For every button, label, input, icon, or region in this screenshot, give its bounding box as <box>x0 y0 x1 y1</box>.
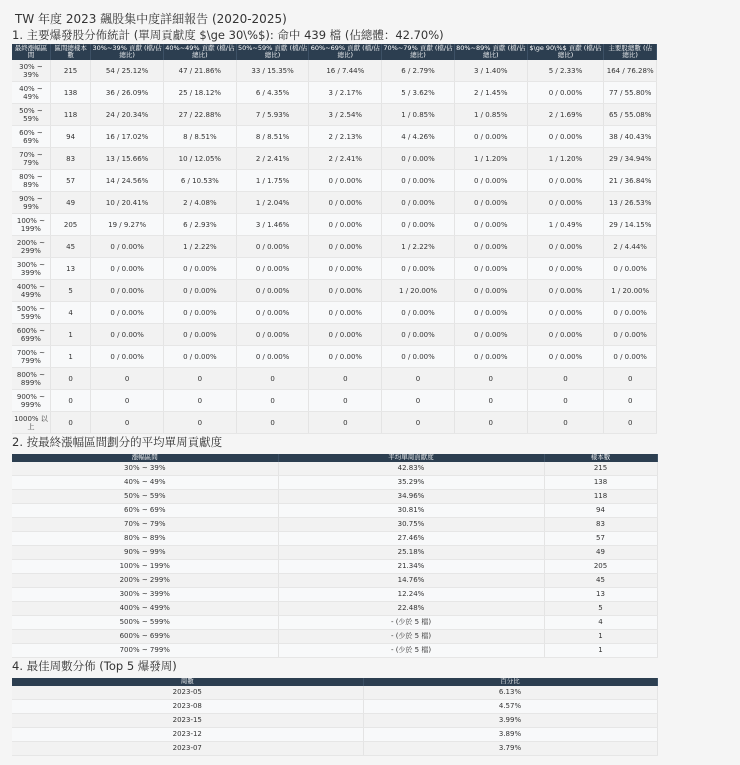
column-header: 30%~39% 貢獻 (檔/佔總比) <box>92 43 162 59</box>
table-cell: 1 / 20.00% <box>604 280 657 302</box>
table-cell: 500% ~ 599% <box>12 616 278 630</box>
table-cell: 0 / 0.00% <box>527 192 604 214</box>
table-cell: 205 <box>50 214 90 236</box>
table-cell: 0 <box>309 390 382 412</box>
table-row <box>12 490 657 504</box>
table-cell: 0 / 0.00% <box>604 324 657 346</box>
table-cell: 13 <box>544 588 657 602</box>
table-row <box>12 616 657 630</box>
table-cell: 6 / 4.35% <box>236 82 309 104</box>
table-cell: 0 <box>309 368 382 390</box>
table-cell: 21.34% <box>278 560 544 574</box>
table-row <box>12 82 657 104</box>
table-row <box>12 148 657 170</box>
table-cell: 5 / 3.62% <box>382 82 455 104</box>
table-cell: 83 <box>544 518 657 532</box>
table-cell: 0 / 0.00% <box>527 258 604 280</box>
table-row <box>12 126 657 148</box>
column-header: 40%~49% 貢獻 (檔/佔總比) <box>165 43 235 59</box>
report-title: TW 年度 2023 飆股集中度詳細報告 (2020-2025) <box>15 12 287 26</box>
table-cell: 10 / 12.05% <box>164 148 237 170</box>
table-header-row <box>12 678 657 686</box>
table-cell: 215 <box>544 462 657 476</box>
table-cell: 0 / 0.00% <box>236 258 309 280</box>
table-cell: 6 / 2.79% <box>382 60 455 82</box>
table-cell: 0 / 0.00% <box>527 170 604 192</box>
table-cell: 0 / 0.00% <box>527 236 604 258</box>
table-cell: 38 / 40.43% <box>604 126 657 148</box>
table-cell: 700% ~ 799% <box>12 644 278 658</box>
table-cell: 0 / 0.00% <box>527 280 604 302</box>
table-row <box>12 236 657 258</box>
table-cell: 0 <box>382 390 455 412</box>
table-cell: 42.83% <box>278 462 544 476</box>
table-cell: 0 / 0.00% <box>382 192 455 214</box>
table-cell: 100% ~ 199% <box>12 214 50 236</box>
table-cell: 0 <box>91 390 164 412</box>
section-4-title: 4. 最佳周數分佈 (Top 5 爆發周) <box>12 659 177 673</box>
table-cell: 0 <box>604 412 657 434</box>
table-cell: - (少於 5 檔) <box>278 616 544 630</box>
section-2-title: 2. 按最終漲幅區間劃分的平均單周貢獻度 <box>12 435 223 449</box>
table-row <box>12 280 657 302</box>
table-cell: 1 / 1.20% <box>527 148 604 170</box>
table-cell: 1 <box>544 644 657 658</box>
column-header: 50%~59% 貢獻 (檔/佔總比) <box>237 43 308 59</box>
table-row <box>12 368 657 390</box>
table-cell: 0 / 0.00% <box>164 280 237 302</box>
table-row <box>12 258 657 280</box>
table-cell: 40% ~ 49% <box>12 476 278 490</box>
table-cell: 24 / 20.34% <box>91 104 164 126</box>
table-cell: 3 / 2.54% <box>309 104 382 126</box>
table-cell: 300% ~ 399% <box>12 588 278 602</box>
table-cell: 0 <box>454 390 527 412</box>
table-cell: 0 / 0.00% <box>527 346 604 368</box>
table-cell: 12.24% <box>278 588 544 602</box>
table-cell: 0 <box>382 368 455 390</box>
table-row <box>12 546 657 560</box>
table-cell: 4 / 4.26% <box>382 126 455 148</box>
table-cell: 400% ~ 499% <box>12 280 50 302</box>
table-cell: 33 / 15.35% <box>236 60 309 82</box>
table-header-row <box>12 44 657 60</box>
table-cell: 0 / 0.00% <box>309 346 382 368</box>
table-cell: 0 / 0.00% <box>309 192 382 214</box>
table-cell: 1 <box>50 324 90 346</box>
table-cell: 164 / 76.28% <box>604 60 657 82</box>
table-row <box>12 302 657 324</box>
table-row <box>12 560 657 574</box>
table-cell: 0 / 0.00% <box>309 258 382 280</box>
table-cell: 2 / 1.45% <box>454 82 527 104</box>
table-cell: 1 / 20.00% <box>382 280 455 302</box>
table-cell: 2023-15 <box>12 714 363 728</box>
table-cell: 10 / 20.41% <box>91 192 164 214</box>
table-cell: 30.75% <box>278 518 544 532</box>
table-cell: 1 / 0.85% <box>454 104 527 126</box>
table-cell: 1000% 以上 <box>12 412 50 434</box>
table-cell: 3 / 1.46% <box>236 214 309 236</box>
table-cell: 0 / 0.00% <box>454 280 527 302</box>
table-cell: 3.89% <box>363 728 657 742</box>
table-cell: 0 / 0.00% <box>236 236 309 258</box>
table-cell: 200% ~ 299% <box>12 574 278 588</box>
table-cell: 700% ~ 799% <box>12 346 50 368</box>
table-cell: 1 <box>50 346 90 368</box>
column-header: 區間總樣本數 <box>50 44 90 60</box>
table-row <box>12 346 657 368</box>
table-cell: 0 <box>527 390 604 412</box>
table-cell: 0 <box>236 412 309 434</box>
table-cell: 0 / 0.00% <box>382 258 455 280</box>
table-row <box>12 588 657 602</box>
table-cell: 0 <box>527 368 604 390</box>
table-cell: 400% ~ 499% <box>12 602 278 616</box>
table-cell: 0 <box>164 390 237 412</box>
table-cell: 70% ~ 79% <box>12 518 278 532</box>
table-row <box>12 700 657 714</box>
column-header: 80%~89% 貢獻 (檔/佔總比) <box>456 43 526 59</box>
table-cell: 0 <box>50 368 90 390</box>
table-cell: 30% ~ 39% <box>12 60 50 82</box>
table-cell: 83 <box>50 148 90 170</box>
table-cell: 1 / 1.75% <box>236 170 309 192</box>
table-cell: 4 <box>50 302 90 324</box>
table-cell: 0 / 0.00% <box>91 302 164 324</box>
table-row <box>12 574 657 588</box>
table-cell: 0 / 0.00% <box>527 324 604 346</box>
table-cell: - (少於 5 檔) <box>278 644 544 658</box>
column-header: 漲幅區間 <box>12 454 278 462</box>
table-cell: 0 <box>527 412 604 434</box>
table-cell: 8 / 8.51% <box>236 126 309 148</box>
table-cell: 2 / 4.44% <box>604 236 657 258</box>
table-cell: 0 / 0.00% <box>382 346 455 368</box>
table-cell: 0 / 0.00% <box>91 280 164 302</box>
table-cell: 800% ~ 899% <box>12 368 50 390</box>
table-cell: 900% ~ 999% <box>12 390 50 412</box>
table-cell: 90% ~ 99% <box>12 192 50 214</box>
table-cell: 0 / 0.00% <box>382 148 455 170</box>
table-row <box>12 728 657 742</box>
table-cell: 0 / 0.00% <box>164 258 237 280</box>
table-cell: 0 / 0.00% <box>309 280 382 302</box>
table-cell: 3.79% <box>363 742 657 756</box>
column-header: 主要股總數 (佔總比) <box>604 44 657 60</box>
table-row <box>12 742 657 756</box>
table-cell: 27.46% <box>278 532 544 546</box>
table-cell: 27 / 22.88% <box>164 104 237 126</box>
table-cell: 138 <box>50 82 90 104</box>
table-cell: 0 / 0.00% <box>454 126 527 148</box>
table-cell: 3.99% <box>363 714 657 728</box>
table-row <box>12 476 657 490</box>
table-cell: 0 / 0.00% <box>454 258 527 280</box>
table-cell: 57 <box>50 170 90 192</box>
table-cell: 50% ~ 59% <box>12 490 278 504</box>
table-cell: 5 / 2.33% <box>527 60 604 82</box>
table-cell: 0 / 0.00% <box>454 192 527 214</box>
table-cell: 200% ~ 299% <box>12 236 50 258</box>
table-cell: 25.18% <box>278 546 544 560</box>
table-cell: 14 / 24.56% <box>91 170 164 192</box>
table-cell: 45 <box>544 574 657 588</box>
table-cell: 500% ~ 599% <box>12 302 50 324</box>
table-cell: 7 / 5.93% <box>236 104 309 126</box>
table-cell: 1 / 2.22% <box>382 236 455 258</box>
table-cell: 0 / 0.00% <box>604 258 657 280</box>
table-cell: 0 / 0.00% <box>236 280 309 302</box>
table-cell: 0 <box>50 412 90 434</box>
table-cell: 29 / 14.15% <box>604 214 657 236</box>
table-cell: 57 <box>544 532 657 546</box>
table-row <box>12 60 657 82</box>
table-cell: 65 / 55.08% <box>604 104 657 126</box>
table-row <box>12 104 657 126</box>
table-row <box>12 324 657 346</box>
table-cell: 0 / 0.00% <box>236 346 309 368</box>
table-cell: 40% ~ 49% <box>12 82 50 104</box>
table-cell: 0 / 0.00% <box>454 324 527 346</box>
table-cell: 94 <box>50 126 90 148</box>
table-cell: 300% ~ 399% <box>12 258 50 280</box>
table-cell: 0 / 0.00% <box>382 214 455 236</box>
table-cell: 8 / 8.51% <box>164 126 237 148</box>
table-cell: 30% ~ 39% <box>12 462 278 476</box>
table-cell: 1 / 0.85% <box>382 104 455 126</box>
table-cell: 0 / 0.00% <box>91 324 164 346</box>
table-row <box>12 504 657 518</box>
table-row <box>12 412 657 434</box>
table-cell: 0 / 0.00% <box>236 302 309 324</box>
table-cell: 0 <box>454 412 527 434</box>
table-cell: 0 <box>604 390 657 412</box>
table-cell: 0 <box>236 390 309 412</box>
table-cell: 0 / 0.00% <box>164 324 237 346</box>
table-cell: 90% ~ 99% <box>12 546 278 560</box>
table-row <box>12 630 657 644</box>
table-cell: 49 <box>544 546 657 560</box>
table-cell: 100% ~ 199% <box>12 560 278 574</box>
table-cell: 0 <box>91 412 164 434</box>
table-row <box>12 714 657 728</box>
table-cell: 0 / 0.00% <box>454 214 527 236</box>
table-cell: 1 <box>544 630 657 644</box>
table-header-row <box>12 454 657 462</box>
table-cell: 50% ~ 59% <box>12 104 50 126</box>
table-cell: 0 / 0.00% <box>382 170 455 192</box>
table-cell: 0 / 0.00% <box>236 324 309 346</box>
table-cell: 1 / 1.20% <box>454 148 527 170</box>
table-cell: 45 <box>50 236 90 258</box>
column-header: 百分比 <box>363 678 657 686</box>
table-cell: 2 / 2.13% <box>309 126 382 148</box>
table-cell: 30.81% <box>278 504 544 518</box>
avg-contribution-table <box>12 454 658 658</box>
table-cell: 25 / 18.12% <box>164 82 237 104</box>
table-cell: 60% ~ 69% <box>12 126 50 148</box>
column-header: 周數 <box>12 678 363 686</box>
table-cell: 2 / 2.41% <box>236 148 309 170</box>
table-cell: 0 / 0.00% <box>382 324 455 346</box>
table-cell: 0 / 0.00% <box>91 346 164 368</box>
table-cell: 6 / 10.53% <box>164 170 237 192</box>
table-cell: 70% ~ 79% <box>12 148 50 170</box>
table-cell: 0 <box>309 412 382 434</box>
table-row <box>12 602 657 616</box>
table-cell: 1 / 0.49% <box>527 214 604 236</box>
column-header: $\ge 90\%$ 貢獻 (檔/佔總比) <box>527 44 604 60</box>
table-cell: 2023-07 <box>12 742 363 756</box>
table-cell: 0 / 0.00% <box>309 324 382 346</box>
table-cell: 0 / 0.00% <box>454 346 527 368</box>
table-cell: 0 / 0.00% <box>527 302 604 324</box>
table-cell: 118 <box>544 490 657 504</box>
table-cell: 0 / 0.00% <box>91 236 164 258</box>
table-cell: 13 / 26.53% <box>604 192 657 214</box>
distribution-table <box>12 44 657 434</box>
column-header: 60%~69% 貢獻 (檔/佔總比) <box>310 43 380 59</box>
table-cell: 13 <box>50 258 90 280</box>
table-cell: 0 / 0.00% <box>91 258 164 280</box>
table-row <box>12 518 657 532</box>
table-cell: 49 <box>50 192 90 214</box>
table-cell: 600% ~ 699% <box>12 324 50 346</box>
table-cell: 0 / 0.00% <box>527 82 604 104</box>
table-cell: 21 / 36.84% <box>604 170 657 192</box>
table-cell: 34.96% <box>278 490 544 504</box>
table-cell: 6.13% <box>363 686 657 700</box>
table-cell: 0 <box>236 368 309 390</box>
table-row <box>12 686 657 700</box>
table-cell: 36 / 26.09% <box>91 82 164 104</box>
table-cell: 0 <box>454 368 527 390</box>
table-cell: 0 <box>382 412 455 434</box>
table-cell: 5 <box>544 602 657 616</box>
table-cell: 22.48% <box>278 602 544 616</box>
table-cell: 4.57% <box>363 700 657 714</box>
table-cell: 4 <box>544 616 657 630</box>
table-row <box>12 532 657 546</box>
table-cell: 118 <box>50 104 90 126</box>
table-cell: 2023-08 <box>12 700 363 714</box>
column-header: 樣本數 <box>544 454 657 462</box>
column-header: 最終漲幅區間 <box>12 44 50 60</box>
table-cell: 80% ~ 89% <box>12 532 278 546</box>
table-cell: 600% ~ 699% <box>12 630 278 644</box>
table-cell: 14.76% <box>278 574 544 588</box>
table-cell: 5 <box>50 280 90 302</box>
table-cell: 0 / 0.00% <box>454 170 527 192</box>
table-cell: 0 <box>164 368 237 390</box>
table-cell: 2023-12 <box>12 728 363 742</box>
column-header: 平均單周貢獻度 <box>278 454 544 462</box>
table-cell: 0 / 0.00% <box>382 302 455 324</box>
table-cell: 0 / 0.00% <box>309 214 382 236</box>
table-cell: 0 <box>604 368 657 390</box>
table-cell: 54 / 25.12% <box>91 60 164 82</box>
table-cell: 77 / 55.80% <box>604 82 657 104</box>
table-row <box>12 214 657 236</box>
table-row <box>12 170 657 192</box>
best-week-table <box>12 678 658 756</box>
table-cell: 0 <box>91 368 164 390</box>
table-cell: 94 <box>544 504 657 518</box>
table-cell: 35.29% <box>278 476 544 490</box>
table-row <box>12 644 657 658</box>
table-cell: 60% ~ 69% <box>12 504 278 518</box>
table-cell: 47 / 21.86% <box>164 60 237 82</box>
table-cell: 13 / 15.66% <box>91 148 164 170</box>
table-cell: 0 / 0.00% <box>527 126 604 148</box>
table-cell: 0 / 0.00% <box>309 170 382 192</box>
table-cell: 1 / 2.04% <box>236 192 309 214</box>
table-cell: 0 <box>164 412 237 434</box>
table-cell: - (少於 5 檔) <box>278 630 544 644</box>
table-cell: 0 / 0.00% <box>309 236 382 258</box>
table-cell: 0 / 0.00% <box>454 236 527 258</box>
table-cell: 2 / 1.69% <box>527 104 604 126</box>
table-cell: 2 / 4.08% <box>164 192 237 214</box>
table-row <box>12 462 657 476</box>
table-cell: 6 / 2.93% <box>164 214 237 236</box>
table-row <box>12 192 657 214</box>
column-header: 70%~79% 貢獻 (檔/佔總比) <box>383 43 453 59</box>
table-cell: 1 / 2.22% <box>164 236 237 258</box>
table-cell: 0 / 0.00% <box>604 346 657 368</box>
table-cell: 19 / 9.27% <box>91 214 164 236</box>
table-cell: 0 / 0.00% <box>164 346 237 368</box>
table-cell: 2 / 2.41% <box>309 148 382 170</box>
table-cell: 138 <box>544 476 657 490</box>
table-row <box>12 390 657 412</box>
section-1-title: 1. 主要爆發股分佈統計 (單周貢獻度 $\ge 30\%$): 命中 439 檔 (佔總體：42.70%) <box>12 28 444 42</box>
table-cell: 205 <box>544 560 657 574</box>
table-cell: 3 / 2.17% <box>309 82 382 104</box>
table-cell: 0 / 0.00% <box>604 302 657 324</box>
table-cell: 0 / 0.00% <box>309 302 382 324</box>
table-cell: 0 / 0.00% <box>454 302 527 324</box>
table-cell: 29 / 34.94% <box>604 148 657 170</box>
table-cell: 215 <box>50 60 90 82</box>
table-cell: 80% ~ 89% <box>12 170 50 192</box>
table-cell: 0 <box>50 390 90 412</box>
table-cell: 0 / 0.00% <box>164 302 237 324</box>
table-cell: 3 / 1.40% <box>454 60 527 82</box>
table-cell: 2023-05 <box>12 686 363 700</box>
table-cell: 16 / 7.44% <box>309 60 382 82</box>
table-cell: 16 / 17.02% <box>91 126 164 148</box>
